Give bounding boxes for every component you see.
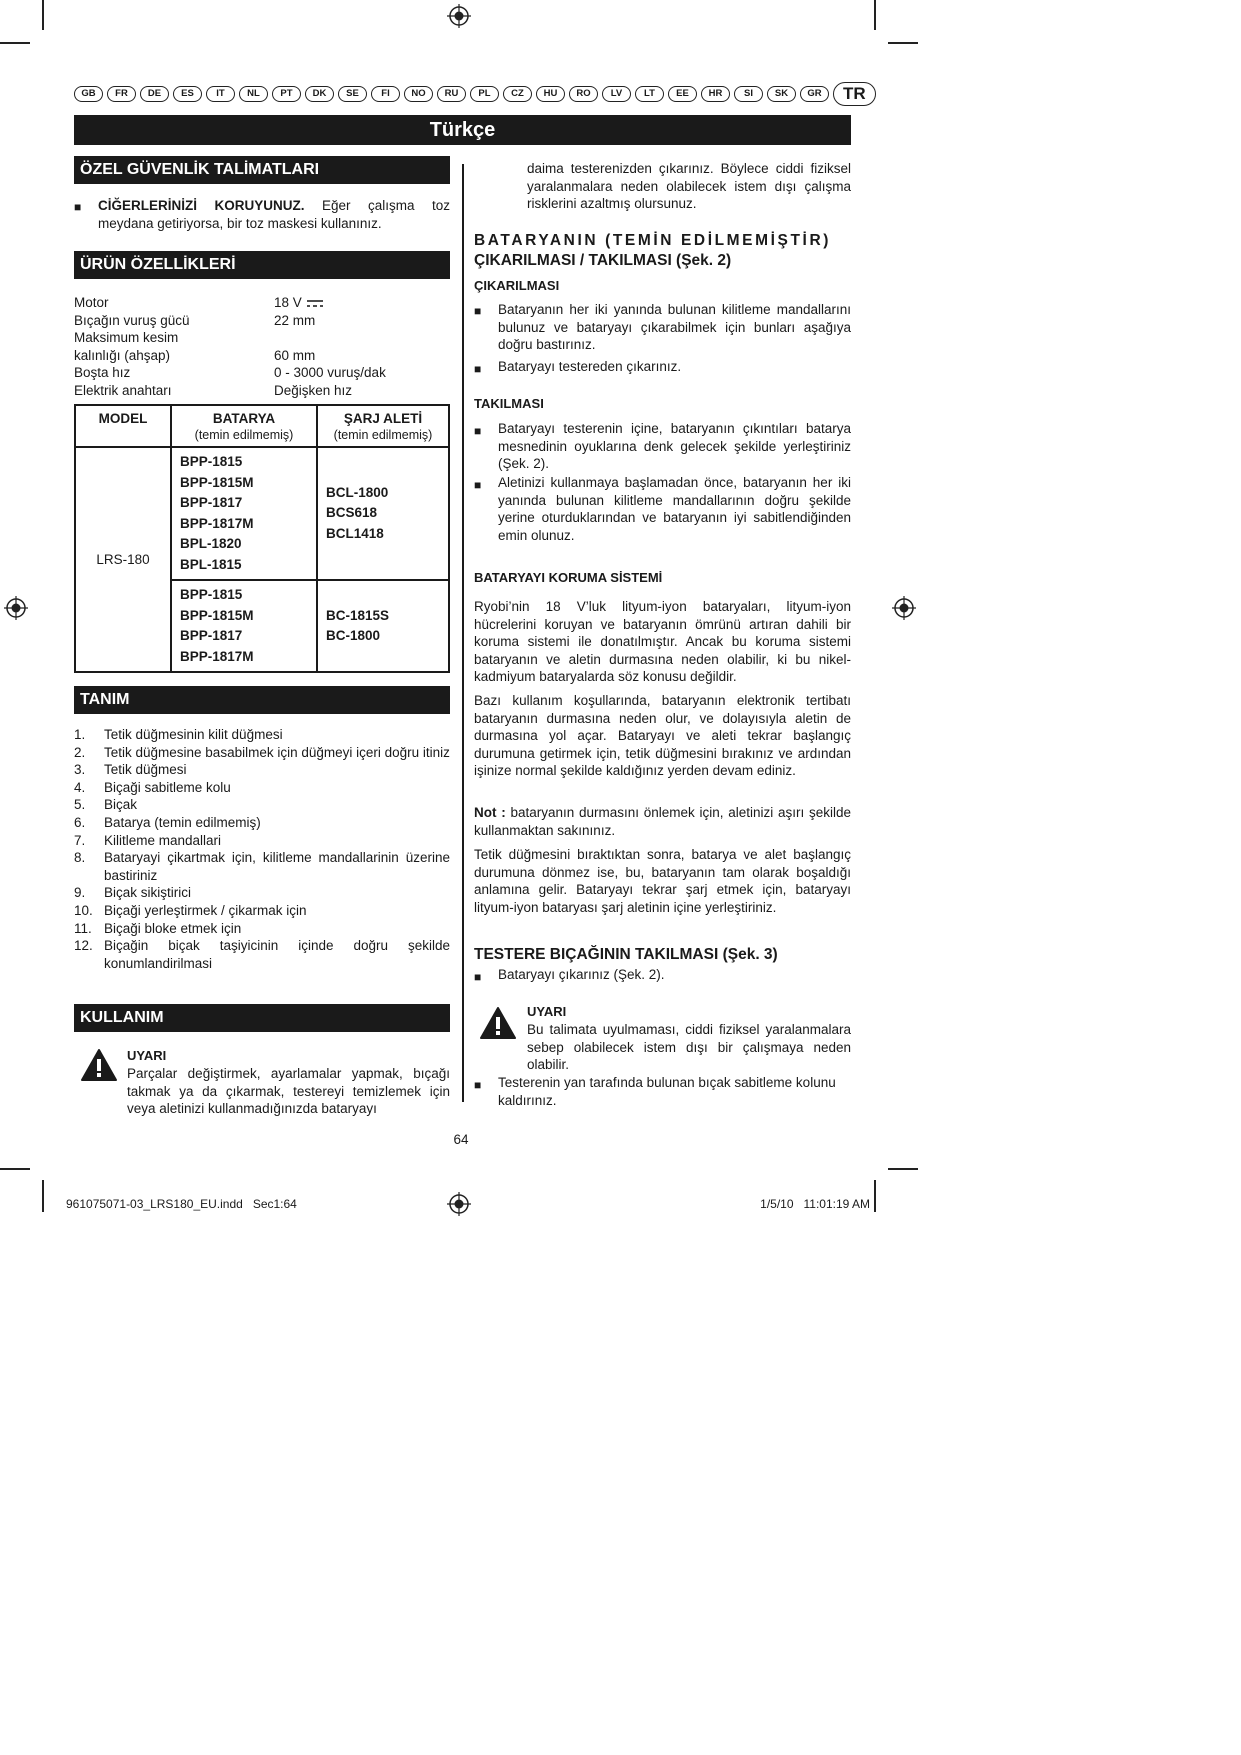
blade-item-2: Testerenin yan tarafında bulunan bıçak sabitleme kolunu kaldırınız. — [498, 1075, 836, 1108]
list-item: 10. Biçaği yerleştirmek / çikarmak için — [74, 902, 307, 918]
list-item: 1. Tetik düğmesinin kilit düğmesi — [74, 727, 283, 742]
language-pill-nl: NL — [239, 86, 268, 102]
note-text: bataryanın durmasını önlemek için, aletinizi aşırı şekilde kullanmaktan sakınınız. — [474, 805, 851, 838]
spec-row: kalınlığı (ahşap) 60 mm — [74, 347, 316, 363]
bullet-icon: ■ — [74, 200, 82, 214]
crop-mark — [888, 42, 918, 44]
bullet-icon: ■ — [474, 424, 482, 438]
spec-row: Bıçağın vuruş gücü 22 mm — [74, 312, 316, 328]
language-pill-fr: FR — [107, 86, 136, 102]
spec-row: Elektrik anahtarı Değişken hız — [74, 382, 353, 398]
registration-mark-icon — [4, 596, 28, 620]
battery-heading-line2: ÇIKARILMASI / TAKILMASI (Şek. 2) — [474, 252, 732, 269]
compatibility-table — [74, 404, 450, 673]
language-pill-no: NO — [404, 86, 433, 102]
crop-mark — [0, 42, 30, 44]
dc-symbol-icon — [305, 298, 325, 310]
column-divider — [462, 164, 464, 1102]
bullet-icon: ■ — [474, 362, 482, 376]
language-pill-pl: PL — [470, 86, 499, 102]
footer-file: 961075071-03_LRS180_EU.indd Sec1:64 — [66, 1197, 297, 1211]
language-pill-lt: LT — [635, 86, 664, 102]
registration-mark-icon — [447, 1192, 471, 1216]
install-heading: TAKILMASI — [474, 396, 544, 411]
section-heading-features: ÜRÜN ÖZELLİKLERİ — [74, 251, 450, 279]
blade-warning-title: UYARI — [527, 1004, 567, 1019]
protection-paragraph-1: Ryobi’nin 18 V’luk lityum-iyon bataryaları, lityum-iyon hücrelerini koruyan ve bataryanın ömrünü artıran dahili bir koruma sistemi ile donatılmıştır. Ancak bu koruma sistemi bataryanın ve aletin durmasına neden olabilir, ki bu nikel-kadmiyum bataryalarda söz konusu değildir. — [474, 599, 851, 685]
section-heading-description: TANIM — [74, 686, 450, 714]
footer-date: 1/5/10 11:01:19 AM — [760, 1197, 870, 1211]
language-pill-hu: HU — [536, 86, 565, 102]
language-pill-lv: LV — [602, 86, 631, 102]
list-item: 3. Tetik düğmesi — [74, 762, 187, 778]
crop-mark — [874, 0, 876, 30]
protection-note — [474, 804, 851, 839]
table-header-charger: ŞARJ ALETİ (temin edilmemiş) — [317, 405, 449, 447]
protection-heading: BATARYAYI KORUMA SİSTEMİ — [474, 570, 663, 585]
list-item: 7. Kilitleme mandallari — [74, 832, 222, 848]
bullet-icon: ■ — [474, 1078, 482, 1092]
language-pill-it: IT — [206, 86, 235, 102]
crop-mark — [0, 1168, 30, 1170]
registration-mark-icon — [892, 596, 916, 620]
table-header-battery: BATARYA (temin edilmemiş) — [171, 405, 317, 447]
language-pill-cz: CZ — [503, 86, 532, 102]
list-item: 11. Biçaği bloke etmek için — [74, 920, 242, 936]
remove-heading: ÇIKARILMASI — [474, 278, 560, 293]
list-item: 2. Tetik düğmesine basabilmek için düğmeyi içeri doğru itiniz — [74, 744, 450, 760]
install-item-2: Aletinizi kullanmaya başlamadan önce, bataryanın her iki yanında bulunan kilitleme mandallarının doğru şekilde yerine oturduklarından ve bataryanın iyi sabitlendiğinden emin olunuz. — [498, 475, 851, 543]
table-cell-chargers: BC-1815S BC-1800 — [317, 580, 449, 672]
bullet-icon: ■ — [474, 970, 482, 984]
table-header-model: MODEL — [75, 405, 171, 447]
language-pill-ee: EE — [668, 86, 697, 102]
crop-mark — [42, 0, 44, 30]
table-cell-model: LRS-180 — [75, 447, 171, 672]
table-cell-batteries: BPP-1815 BPP-1815M BPP-1817 BPP-1817M — [171, 580, 317, 672]
usage-warning-text: Parçalar değiştirmek, ayarlamalar yapmak, bıçağı takmak ya da çıkarmak, testereyi temizlemek için veya aletinizi kullanmadığınızda bataryayı — [127, 1066, 450, 1117]
language-pill-active: TR — [833, 82, 876, 106]
language-bar — [74, 82, 876, 106]
blade-heading: TESTERE BIÇAĞININ TAKILMASI (Şek. 3) — [474, 946, 778, 963]
safety-bold: CİĞERLERİNİZİ KORUYUNUZ. — [98, 198, 305, 213]
list-item: 8. Bataryayi çikartmak için, kilitleme mandallarinin üzerine bastiriniz — [74, 850, 450, 883]
blade-item-1: Bataryayı çıkarınız (Şek. 2). — [498, 967, 665, 982]
language-pill-se: SE — [338, 86, 367, 102]
crop-mark — [888, 1168, 918, 1170]
table-cell-chargers: BCL-1800 BCS618 BCL1418 — [317, 447, 449, 580]
page-title: Türkçe — [74, 115, 851, 145]
language-pill-ro: RO — [569, 86, 598, 102]
description-list — [74, 726, 450, 972]
table-cell-batteries: BPP-1815 BPP-1815M BPP-1817 BPP-1817M BPL-1820 BPL-1815 — [171, 447, 317, 580]
language-pill-si: SI — [734, 86, 763, 102]
section-heading-usage: KULLANIM — [74, 1004, 450, 1032]
protection-paragraph-2: Bazı kullanım koşullarında, bataryanın elektronik tertibatı bataryanın durmasına neden olur, ve dolayısıyla aletin de durmasına yol açar. Bataryayı ve aleti tekrar başlangıç durumuna getirmek için, tetik düğmesini bırakınız ve ardından işinize normal şekilde kaldığınız yerden devam ediniz. — [474, 693, 851, 779]
spec-row: Motor 18 V — [74, 294, 450, 312]
language-pill-dk: DK — [305, 86, 334, 102]
list-item: 4. Biçaği sabitleme kolu — [74, 779, 231, 795]
battery-heading-line1: BATARYANIN (TEMİN EDİLMEMİŞTİR) — [474, 232, 832, 249]
table-row — [75, 447, 449, 580]
crop-mark — [874, 1180, 876, 1212]
list-item: 5. Biçak — [74, 797, 138, 813]
warning-triangle-icon — [80, 1048, 118, 1082]
language-pill-hr: HR — [701, 86, 730, 102]
language-pill-gb: GB — [74, 86, 103, 102]
safety-text — [98, 197, 450, 232]
language-pill-de: DE — [140, 86, 169, 102]
table-header-row — [75, 405, 449, 447]
page-number: 64 — [453, 1132, 469, 1147]
install-item-1: Bataryayı testerenin içine, bataryanın çıkıntıları batarya mesnedinin oyuklarına denk gelecek şekilde yerleştiriniz (Şek. 2). — [498, 421, 851, 472]
registration-mark-icon — [447, 4, 471, 28]
list-item: 6. Batarya (temin edilmemiş) — [74, 814, 261, 830]
remove-item-2: Bataryayı testereden çıkarınız. — [498, 359, 682, 374]
language-pill-ru: RU — [437, 86, 466, 102]
safety-body: Eğer çalışma toz meydana getiriyorsa, bir toz maskesi kullanınız. — [98, 198, 450, 231]
crop-mark — [42, 1180, 44, 1212]
note-label: Not : — [474, 805, 506, 820]
language-pill-gr: GR — [800, 86, 829, 102]
blade-warning-text: Bu talimata uyulmaması, ciddi fiziksel yaralanmalara sebep olabilecek istem dışı bir çalışmaya neden olabilir. — [527, 1022, 851, 1073]
language-pill-pt: PT — [272, 86, 301, 102]
spec-row: Boşta hız 0 - 3000 vuruş/dak — [74, 365, 386, 381]
protection-paragraph-3: Tetik düğmesini bıraktıktan sonra, batarya ve alet başlangıç durumuna dönmez ise, bu, bataryanın tam olarak boşaldığı anlamına gelir. Bataryayı tekrar şarj etmek için, bataryayı lityum-iyon bataryası şarj aletinin içine yerleştiriniz. — [474, 847, 851, 915]
list-item: 12. Biçağin biçak taşiyicinin içinde doğru şekilde konumlandirilmasi — [74, 938, 450, 971]
spec-list — [74, 294, 450, 400]
language-pill-sk: SK — [767, 86, 796, 102]
language-pill-es: ES — [173, 86, 202, 102]
usage-warning-continued: daima testerenizden çıkarınız. Böylece ciddi fiziksel yaralanmalara neden olabilecek istem dışı çalışma risklerini azaltmış olursunuz. — [527, 161, 851, 212]
remove-item-1: Bataryanın her iki yanında bulunan kilitleme mandallarını bulunuz ve bataryayı çıkarabilmek için bunları aşağıya doğru bastırınız. — [498, 302, 851, 353]
section-heading-safety: ÖZEL GÜVENLİK TALİMATLARI — [74, 156, 450, 184]
list-item: 9. Biçak sikiştirici — [74, 885, 192, 901]
bullet-icon: ■ — [474, 478, 482, 492]
spec-row: Maksimum kesim — [74, 330, 179, 346]
language-pill-fi: FI — [371, 86, 400, 102]
warning-triangle-icon — [479, 1006, 517, 1040]
usage-warning-title: UYARI — [127, 1048, 167, 1063]
bullet-icon: ■ — [474, 304, 482, 318]
